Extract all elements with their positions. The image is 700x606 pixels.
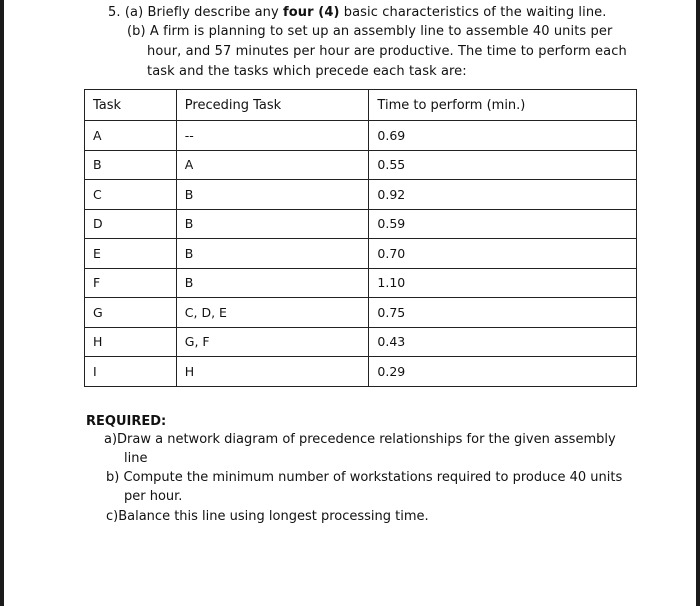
task-cell: C	[85, 180, 177, 210]
required-c-line-1: c)Balance this line using longest processing time.	[106, 509, 429, 524]
required-b-line-2: per hour.	[124, 489, 183, 504]
preceding-cell: G, F	[176, 327, 369, 357]
time-cell: 0.55	[369, 150, 637, 180]
table-row	[85, 327, 637, 357]
task-cell: B	[85, 150, 177, 180]
question-5a-bold: four (4)	[283, 5, 340, 20]
time-cell: 0.69	[369, 121, 637, 151]
task-cell: D	[85, 209, 177, 239]
table-row	[85, 121, 637, 151]
preceding-cell: B	[176, 268, 369, 298]
required-b-line-1: b) Compute the minimum number of workstations required to produce 40 units	[106, 470, 623, 485]
header-preceding-task: Preceding Task	[176, 90, 369, 121]
task-table	[84, 89, 637, 387]
task-cell: G	[85, 298, 177, 328]
table-row	[85, 357, 637, 387]
time-cell: 0.75	[369, 298, 637, 328]
question-5a-prefix: 5. (a) Briefly describe any	[108, 5, 279, 20]
time-cell: 1.10	[369, 268, 637, 298]
preceding-cell: B	[176, 239, 369, 269]
time-cell: 0.29	[369, 357, 637, 387]
preceding-cell: H	[176, 357, 369, 387]
task-cell: E	[85, 239, 177, 269]
table-row	[85, 209, 637, 239]
question-5b-line-1: (b) A firm is planning to set up an assembly line to assemble 40 units per	[127, 24, 613, 39]
table-row	[85, 180, 637, 210]
preceding-cell: B	[176, 180, 369, 210]
table-row	[85, 298, 637, 328]
question-5b-line-3: task and the tasks which precede each task are:	[147, 64, 467, 79]
required-heading: REQUIRED:	[86, 414, 167, 429]
preceding-cell: A	[176, 150, 369, 180]
task-cell: F	[85, 268, 177, 298]
time-cell: 0.59	[369, 209, 637, 239]
required-a-line-1: a)Draw a network diagram of precedence relationships for the given assembly	[104, 432, 616, 447]
question-5b-line-2: hour, and 57 minutes per hour are productive. The time to perform each	[147, 44, 627, 59]
task-cell: H	[85, 327, 177, 357]
preceding-cell: C, D, E	[176, 298, 369, 328]
preceding-cell: B	[176, 209, 369, 239]
preceding-cell: --	[176, 121, 369, 151]
question-5a-suffix: basic characteristics of the waiting line.	[343, 5, 607, 20]
right-border	[696, 0, 700, 606]
time-cell: 0.43	[369, 327, 637, 357]
header-task: Task	[85, 90, 177, 121]
question-5a-text	[108, 5, 607, 20]
task-cell: A	[85, 121, 177, 151]
task-cell: I	[85, 357, 177, 387]
table-row	[85, 268, 637, 298]
header-time: Time to perform (min.)	[369, 90, 637, 121]
table-row	[85, 239, 637, 269]
time-cell: 0.92	[369, 180, 637, 210]
table-row	[85, 150, 637, 180]
left-border	[0, 0, 4, 606]
table-header-row	[85, 90, 637, 121]
required-a-line-2: line	[124, 451, 148, 466]
time-cell: 0.70	[369, 239, 637, 269]
